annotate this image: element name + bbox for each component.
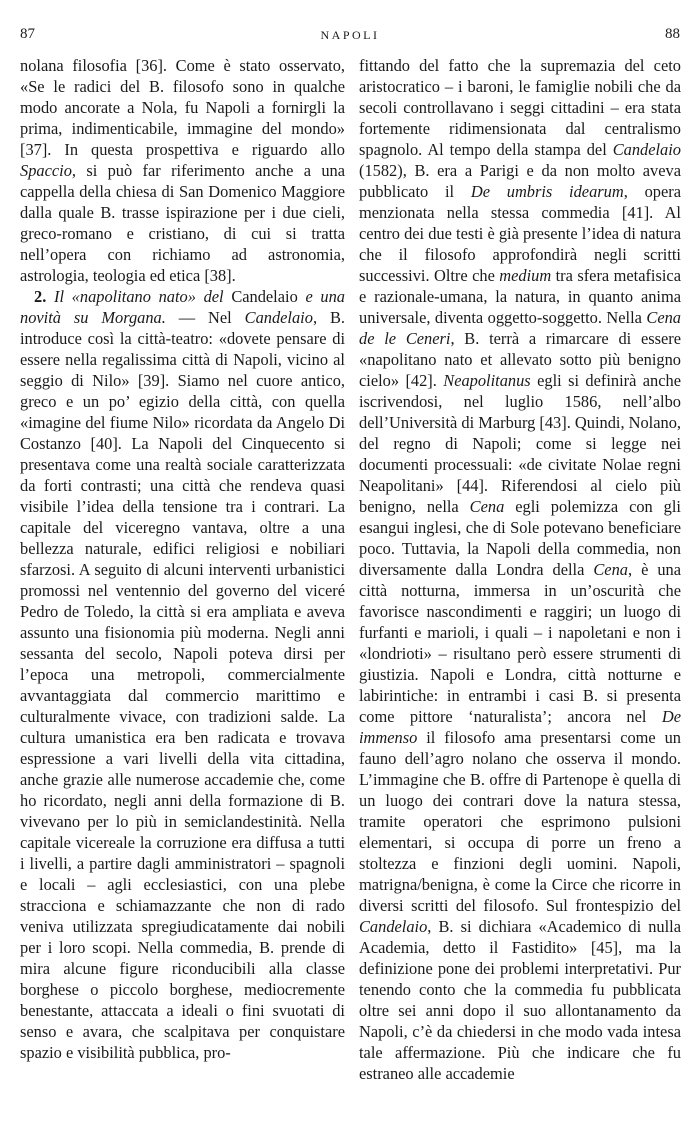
section-heading: Il «napolitano nato» del — [53, 287, 224, 306]
right-column — [359, 55, 681, 1084]
page-number-right: 88 — [665, 26, 680, 42]
left-column — [20, 55, 345, 1063]
paragraph-1: nolana filosofia [36]. Come è stato osservato, «Se le radici del B. filosofo sono in qualche modo ancorate a Nola, fu Napoli a fornirgli la prima, indimenticabile, immagine del mondo» [37]. In questa prospettiva e riguardo allo Spaccio, si può far riferimento anche a una cappella della chiesa di San Domenico Maggiore dalla quale B. trasse ispirazione per i due cieli, greco-romano e cristiano, di cui si tratta nell’opera con richiamo ad astronomia, astrologia, teologia ed etica [38]. — [20, 56, 345, 285]
running-title: NAPOLI — [320, 28, 380, 42]
page-header — [0, 26, 700, 46]
page-number-left: 87 — [20, 26, 35, 42]
paragraph-2: 2. Il «napolitano nato» del Candelaio e una novità su Morgana. — Nel Candelaio, B. introduce così la città-teatro: «dovete pensare di essere nella regalissima città di Napoli, vicino al seggio di Nilo» [39]. Siamo nel cuore antico, greco e un po’ egizio della città, con quella «imagine del fiume Nilo» ricordata da Angelo Di Costanzo [40]. La Napoli del Cinquecento si presentava come una realtà sociale caratterizzata da forti contrasti; una città che rendeva quasi visibile l’idea della tensione tra i contrari. La capitale del viceregno vantava, oltre a una bellezza naturale, edifici religiosi e nobiliari sfarzosi. A seguito di alcuni interventi urbanistici promossi nel ventennio del governo del viceré Pedro de Toledo, la città si era ampliata e aveva assunto una fisionomia più moderna. Negli anni sessanta del secolo, Napoli poteva dirsi per l’epoca una metropoli, commercialmente avvantaggiata dal commercio marittimo e culturalmente vivace, con tradizioni salde. La cultura umanistica era ben radicata e trovava espressione a vari livelli della vita cittadina, anche grazie alle numerose accademie che, come ho ricordato, negli anni della formazione di B. vivevano per lo più in semiclandestinità. Nella capitale vicereale la corruzione era diffusa a tutti i livelli, a partire dagli amministratori – spagnoli e locali – agli ecclesiastici, con una plebe stracciona e schiamazzante che non di rado veniva utilizzata spregiudicatamente dai nobili per i loro scopi. Nella commedia, B. prende di mira alcune figure riconducibili alla classe borghese o piccolo borghese, mediocremente benestante, attaccata a ideali o fini svuotati di senso e avara, che scalpitava per conquistare spazio e visibilità pubblica, pro- — [20, 287, 345, 1062]
section-number: 2. — [34, 287, 47, 306]
paragraph-continued: fittando del fatto che la supremazia del ceto aristocratico – i baroni, le famiglie nobili che da secoli controllavano i seggi cittadini – era stata fortemente ridimensionata dal centralismo spagnolo. Al tempo della stampa del Candelaio (1582), B. era a Parigi e da non molto aveva pubblicato il De umbris idearum, opera menzionata nella stessa commedia [41]. Al centro dei due testi è già presente l’idea di natura che il filosofo approfondirà negli scritti successivi. Oltre che medium tra sfera metafisica e razionale-umana, la natura, in quanto anima universale, diventa oggetto-soggetto. Nella Cena de le Ceneri, B. terrà a rimarcare di essere «napolitano nato et allevato sotto più benigno cielo» [42]. Neapolitanus egli si definirà anche iscrivendosi, nel luglio 1586, nell’albo dell’Università di Marburg [43]. Quindi, Nolano, del regno di Napoli; come si legge nei documenti processuali: «de civitate Nolae regni Neapolitani» [44]. Riferendosi al cielo più benigno, nella Cena egli polemizza con gli esangui inglesi, che di Sole potevano beneficiare poco. Tuttavia, la Napoli della commedia, non diversamente dalla Londra della Cena, è una città notturna, immersa in un’oscurità che favorisce nascondimenti e raggiri; un luogo di furfanti e marioli, i quali – i napoletani e non i «londrioti» – risultano però essere strumenti di giustizia. Napoli e Londra, città notturne e labirintiche: in entrambi i casi B. si presenta come pittore ‘naturalista’; ancora nel De immenso il filosofo ama presentarsi come un fauno dell’agro nolano che osserva il mondo. L’immagine che B. offre di Partenope è quella di un luogo dei contrari dove la natura stessa, tramite operatori che esprimono pulsioni elementari, si occupa di porre un freno a stoltezza e finzioni degli uomini. Napoli, matrigna/benigna, è come la Circe che ricorre in diversi scritti del filosofo. Sul frontespizio del Candelaio, B. si dichiara «Academico di nulla Academia, detto il Fastidito» [45], ma la definizione pone dei problemi interpretativi. Pur tenendo conto che la commedia fu pubblicata oltre sei anni dopo il suo allontanamento da Napoli, c’è da chiedersi in che modo vada intesa tale affermazione. Più che indicare che fu estraneo alle accademie — [359, 56, 681, 1083]
